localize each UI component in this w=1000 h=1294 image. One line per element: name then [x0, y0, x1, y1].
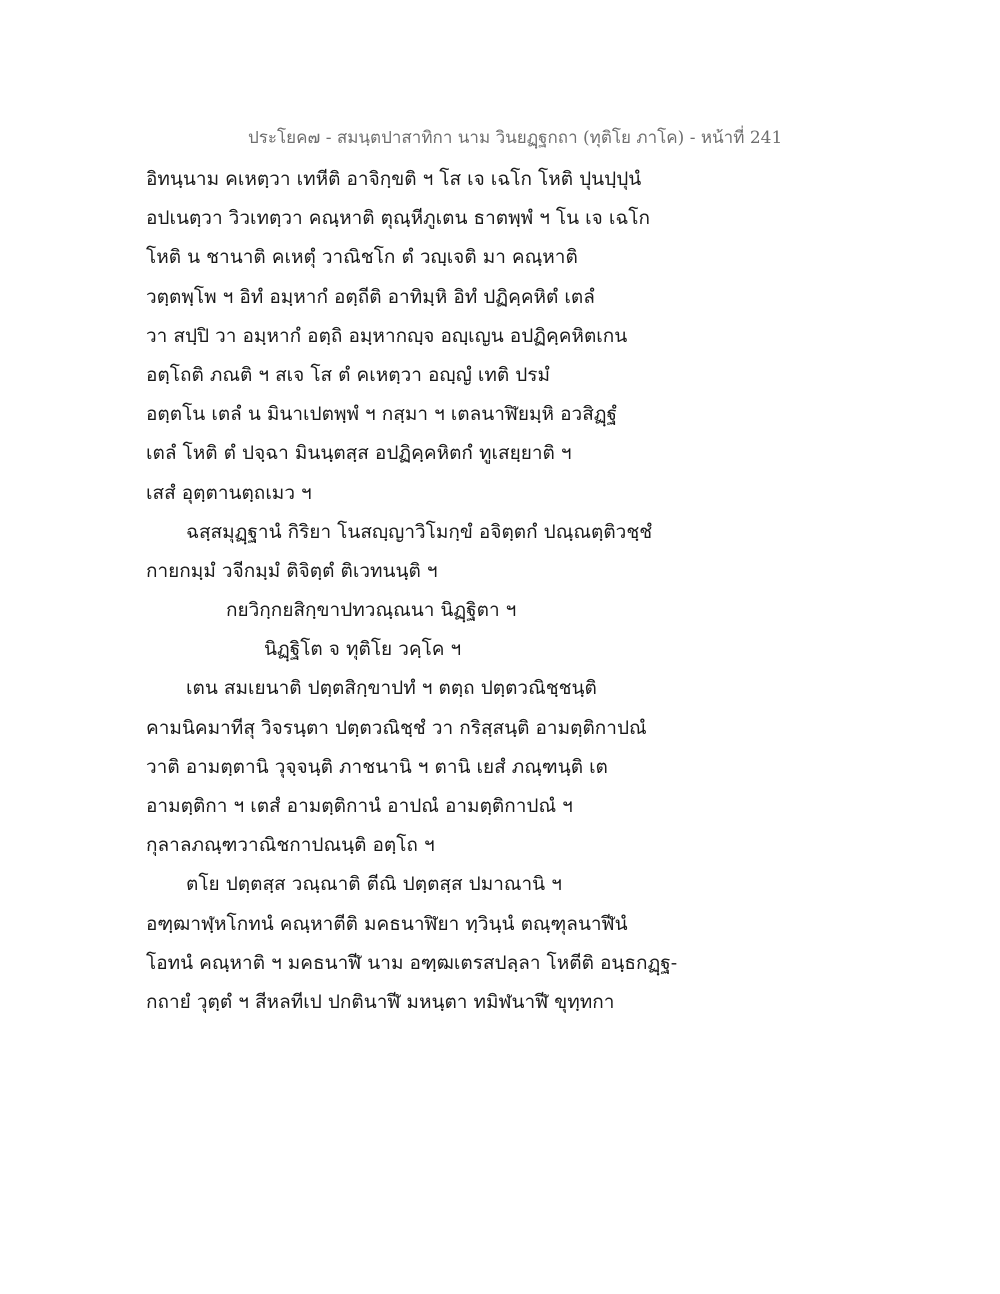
text-line: วา สปฺปิ วา อมฺหากํ อตฺถิ อมฺหากญฺจ อญฺเญน อปฏิคฺคหิตเกน	[146, 324, 628, 347]
text-line: โหติ น ชานาติ คเหตุํ วาณิชโก ตํ วญฺเจติ มา คณฺหาติ	[146, 246, 578, 269]
text-line: วาติ อามตฺตานิ วุจฺจนฺติ ภาชนานิ ฯ ตานิ เยสํ ภณฺฑนฺติ เต	[146, 755, 608, 778]
text-line: เสสํ อุตฺตานตฺถเมว ฯ	[146, 481, 312, 504]
paragraph-first-line: ฉสฺสมุฏฺฐานํ กิริยา โนสญฺญาวิโมกฺขํ อจิตฺตกํ ปณฺณตฺติวชฺชํ	[186, 520, 653, 543]
text-line: กถายํ วุตฺตํ ฯ สีหลทีเป ปกตินาฬี มหนฺตา ทมิฬนาฬี ขุทฺทกา	[146, 990, 615, 1013]
text-line: กุลาลภณฺฑวาณิชกาปณนฺติ อตฺโถ ฯ	[146, 834, 435, 857]
text-line: คามนิคมาทีสุ วิจรนฺตา ปตฺตวณิชฺชํ วา กริสฺสนฺติ อามตฺติกาปณํ	[146, 716, 647, 739]
text-line: อิทนฺนาม คเหตฺวา เทหีติ อาจิกฺขติ ฯ โส เจ เฉโก โหติ ปุนปฺปุนํ	[146, 168, 642, 190]
text-line: อปเนตฺวา วิวเทตฺวา คณฺหาติ ตุณฺหีภูเตน ธาตพฺพํ ฯ โน เจ เฉโก	[146, 207, 650, 230]
chapter-end-title: นิฏฺฐิโต จ ทุติโย วคฺโค ฯ	[264, 638, 462, 661]
text-line: อตฺตโน เตลํ น มินาเปตพฺพํ ฯ กสฺมา ฯ เตลนาฬิยมฺหิ อวสิฏฺฐํ	[146, 403, 618, 426]
paragraph-first-line: เตน สมเยนาติ ปตฺตสิกฺขาปทํ ฯ ตตฺถ ปตฺตวณิชฺชนฺติ	[186, 677, 597, 700]
text-line: วตฺตพฺโพ ฯ อิทํ อมฺหากํ อตฺถีติ อาทิมฺหิ อิทํ ปฏิคฺคหิตํ เตลํ	[146, 285, 595, 308]
text-line: อตฺโถติ ภณติ ฯ สเจ โส ตํ คเหตฺวา อญฺญํ เทติ ปรมํ	[146, 363, 551, 386]
section-end-title: กยวิกฺกยสิกฺขาปทวณฺณนา นิฏฺฐิตา ฯ	[226, 599, 517, 622]
text-line: โอทนํ คณฺหาติ ฯ มคธนาฬี นาม อฑฺฒเตรสปลฺลา โหตีติ อนฺธกฏฺฐ-	[146, 951, 678, 974]
paragraph-first-line: ตโย ปตฺตสฺส วณฺณาติ ตีณิ ปตฺตสฺส ปมาณานิ ฯ	[186, 873, 562, 896]
body-text	[146, 160, 866, 1022]
text-line: เตลํ โหติ ตํ ปจฺฉา มินนฺตสฺส อปฏิคฺคหิตกํ ทูเสยฺยาติ ฯ	[146, 442, 572, 465]
text-line: กายกมฺมํ วจีกมฺมํ ติจิตฺตํ ติเวทนนฺติ ฯ	[146, 559, 438, 582]
text-line: อฑฺฒาฬฺหโกทนํ คณฺหาตีติ มคธนาฬิยา ทฺวินฺนํ ตณฺฑุลนาฬีนํ	[146, 912, 628, 935]
running-header: ประโยค๗ - สมนฺตปาสาทิกา นาม วินยฏฺฐกถา (ทุติโย ภาโค) - หน้าที่ 241	[248, 128, 783, 148]
text-line: อามตฺติกา ฯ เตสํ อามตฺติกานํ อาปณํ อามตฺติกาปณํ ฯ	[146, 795, 573, 817]
